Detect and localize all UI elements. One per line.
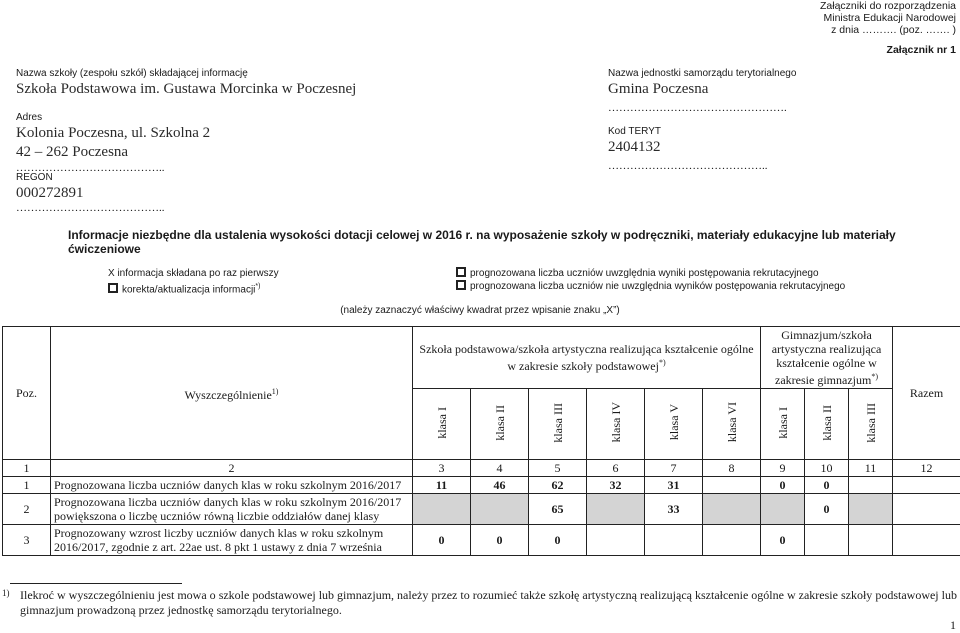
shaded-cell xyxy=(703,494,761,525)
footnote-text: Ilekroć w wyszczególnieniu jest mowa o szkole podstawowej lub gimnazjum, należy przez to rozumieć także szkołę artystyczną realizującą kształcenie ogólne w zakresie szkoły podstawowej lub gimnazjum prowadzoną przez jednostkę samorządu terytorialnego. xyxy=(20,588,957,618)
data-table xyxy=(2,326,960,556)
table-row xyxy=(3,525,960,556)
cell-value[interactable]: 32 xyxy=(587,477,645,494)
cell-value[interactable] xyxy=(805,525,849,556)
address-line-2: 42 – 262 Poczesna xyxy=(16,143,128,161)
row-poz: 2 xyxy=(3,494,51,525)
cell-value[interactable]: 0 xyxy=(761,525,805,556)
option-first-info-label: X informacja składana po raz pierwszy xyxy=(108,268,279,279)
option-forecast-with-label: prognozowana liczba uczniów uwzględnia wyniki postępowania rekrutacyjnego xyxy=(470,268,819,279)
jst-name: Gmina Poczesna xyxy=(608,80,708,98)
cell-value[interactable] xyxy=(893,525,960,556)
option-correction-sup: *) xyxy=(255,283,260,290)
header-line-2: Ministra Edukacji Narodowej xyxy=(820,12,956,24)
table-row xyxy=(3,477,960,494)
cell-value[interactable] xyxy=(849,477,893,494)
address-line-1: Kolonia Poczesna, ul. Szkolna 2 xyxy=(16,124,210,142)
column-number: 10 xyxy=(805,460,849,477)
shaded-cell xyxy=(761,494,805,525)
regon-label: REGON xyxy=(16,172,53,184)
option-forecast-with[interactable] xyxy=(456,267,819,280)
option-forecast-without-label: prognozowana liczba uczniów nie uwzględnia wyników postępowania rekrutacyjnego xyxy=(470,281,845,292)
header-spec: Wyszczególnienie$^{1)}$ xyxy=(51,327,413,460)
school-name-label: Nazwa szkoły (zespołu szkół) składającej informację xyxy=(16,68,248,80)
column-number: 11 xyxy=(849,460,893,477)
option-forecast-without[interactable] xyxy=(456,280,845,293)
class-header: klasa IV xyxy=(587,389,645,460)
class-header: klasa I xyxy=(413,389,471,460)
option-correction[interactable] xyxy=(108,280,260,296)
column-number: 4 xyxy=(471,460,529,477)
row-description: Prognozowana liczba uczniów danych klas w roku szkolnym 2016/2017 xyxy=(51,477,413,494)
cell-value[interactable]: 0 xyxy=(805,494,849,525)
column-number: 3 xyxy=(413,460,471,477)
class-header: klasa II xyxy=(471,389,529,460)
table-header-row xyxy=(3,327,960,389)
cell-value[interactable] xyxy=(645,525,703,556)
regulation-header xyxy=(820,0,956,36)
cell-value[interactable]: 0 xyxy=(413,525,471,556)
class-header: klasa II xyxy=(805,389,849,460)
column-number: 1 xyxy=(3,460,51,477)
school-name: Szkoła Podstawowa im. Gustawa Morcinka w Poczesnej xyxy=(16,80,356,98)
cell-value[interactable] xyxy=(893,494,960,525)
column-number: 6 xyxy=(587,460,645,477)
row-description: Prognozowany wzrost liczby uczniów danych klas w roku szkolnym 2016/2017, zgodnie z art. 22ae ust. 8 pkt 1 ustawy z dnia 7 września xyxy=(51,525,413,556)
table-row xyxy=(3,494,960,525)
cell-value[interactable] xyxy=(893,477,960,494)
column-number-row xyxy=(3,460,960,477)
cell-value[interactable] xyxy=(703,477,761,494)
footnote xyxy=(2,588,957,618)
form-title: Informacje niezbędne dla ustalenia wysokości dotacji celowej w 2016 r. na wyposażenie szkoły w podręczniki, materiały edukacyjne lub materiały ćwiczeniowe xyxy=(68,228,960,256)
header-line-1: Załączniki do rozporządzenia xyxy=(820,0,956,12)
header-gymnasium: Gimnazjum/szkoła artystyczna realizująca kształcenie ogólne w zakresie gimnazjum*) xyxy=(761,327,893,389)
cell-value[interactable] xyxy=(587,525,645,556)
class-header: klasa VI xyxy=(703,389,761,460)
cell-value[interactable]: 33 xyxy=(645,494,703,525)
teryt-value: 2404132 xyxy=(608,138,661,156)
shaded-cell xyxy=(471,494,529,525)
cell-value[interactable]: 0 xyxy=(805,477,849,494)
attachment-number: Załącznik nr 1 xyxy=(887,44,956,56)
regon-value: 000272891 xyxy=(16,184,84,202)
column-number: 8 xyxy=(703,460,761,477)
shaded-cell xyxy=(849,494,893,525)
row-poz: 3 xyxy=(3,525,51,556)
cell-value[interactable]: 0 xyxy=(471,525,529,556)
cell-value[interactable]: 11 xyxy=(413,477,471,494)
header-line-3: z dnia ………. (poz. ……. ) xyxy=(820,24,956,36)
column-number: 5 xyxy=(529,460,587,477)
cell-value[interactable] xyxy=(703,525,761,556)
class-header: klasa III xyxy=(849,389,893,460)
class-header: klasa I xyxy=(761,389,805,460)
column-number: 7 xyxy=(645,460,703,477)
teryt-dots: …………………………………….. xyxy=(608,161,768,171)
cell-value[interactable]: 46 xyxy=(471,477,529,494)
footnote-separator xyxy=(10,583,182,584)
regon-dots: ………………………………….. xyxy=(16,203,165,213)
column-number: 2 xyxy=(51,460,413,477)
page-number: 1 xyxy=(950,618,956,633)
shaded-cell xyxy=(413,494,471,525)
checkbox-correction[interactable] xyxy=(108,283,118,293)
jst-name-label: Nazwa jednostki samorządu terytorialnego xyxy=(608,68,796,80)
column-number: 12 xyxy=(893,460,960,477)
shaded-cell xyxy=(587,494,645,525)
cell-value[interactable]: 0 xyxy=(761,477,805,494)
address-label: Adres xyxy=(16,112,42,124)
class-header: klasa V xyxy=(645,389,703,460)
cell-value[interactable]: 31 xyxy=(645,477,703,494)
row-description: Prognozowana liczba uczniów danych klas w roku szkolnym 2016/2017 powiększona o liczbę uczniów równą liczbie oddziałów danej klasy xyxy=(51,494,413,525)
header-total: Razem xyxy=(893,327,960,460)
cell-value[interactable]: 0 xyxy=(529,525,587,556)
cell-value[interactable] xyxy=(849,525,893,556)
row-poz: 1 xyxy=(3,477,51,494)
teryt-label: Kod TERYT xyxy=(608,126,661,138)
instruction-note: (należy zaznaczyć właściwy kwadrat przez wpisanie znaku „X”) xyxy=(0,305,960,316)
checkbox-forecast-with[interactable] xyxy=(456,267,466,277)
checkbox-forecast-without[interactable] xyxy=(456,280,466,290)
footnote-mark: 1) xyxy=(2,586,10,601)
column-number: 9 xyxy=(761,460,805,477)
option-correction-label: korekta/aktualizacja informacji xyxy=(122,284,255,295)
header-poz: Poz. xyxy=(3,327,51,460)
class-header: klasa III xyxy=(529,389,587,460)
jst-name-dots: …………………………………………. xyxy=(608,103,787,113)
header-primary-school: Szkoła podstawowa/szkoła artystyczna realizująca kształcenie ogólne w zakresie szkoły podstawowej*) xyxy=(413,327,761,389)
address-dots: ………………………………….. xyxy=(16,163,165,173)
option-first-info[interactable] xyxy=(108,267,279,280)
cell-value[interactable]: 62 xyxy=(529,477,587,494)
cell-value[interactable]: 65 xyxy=(529,494,587,525)
